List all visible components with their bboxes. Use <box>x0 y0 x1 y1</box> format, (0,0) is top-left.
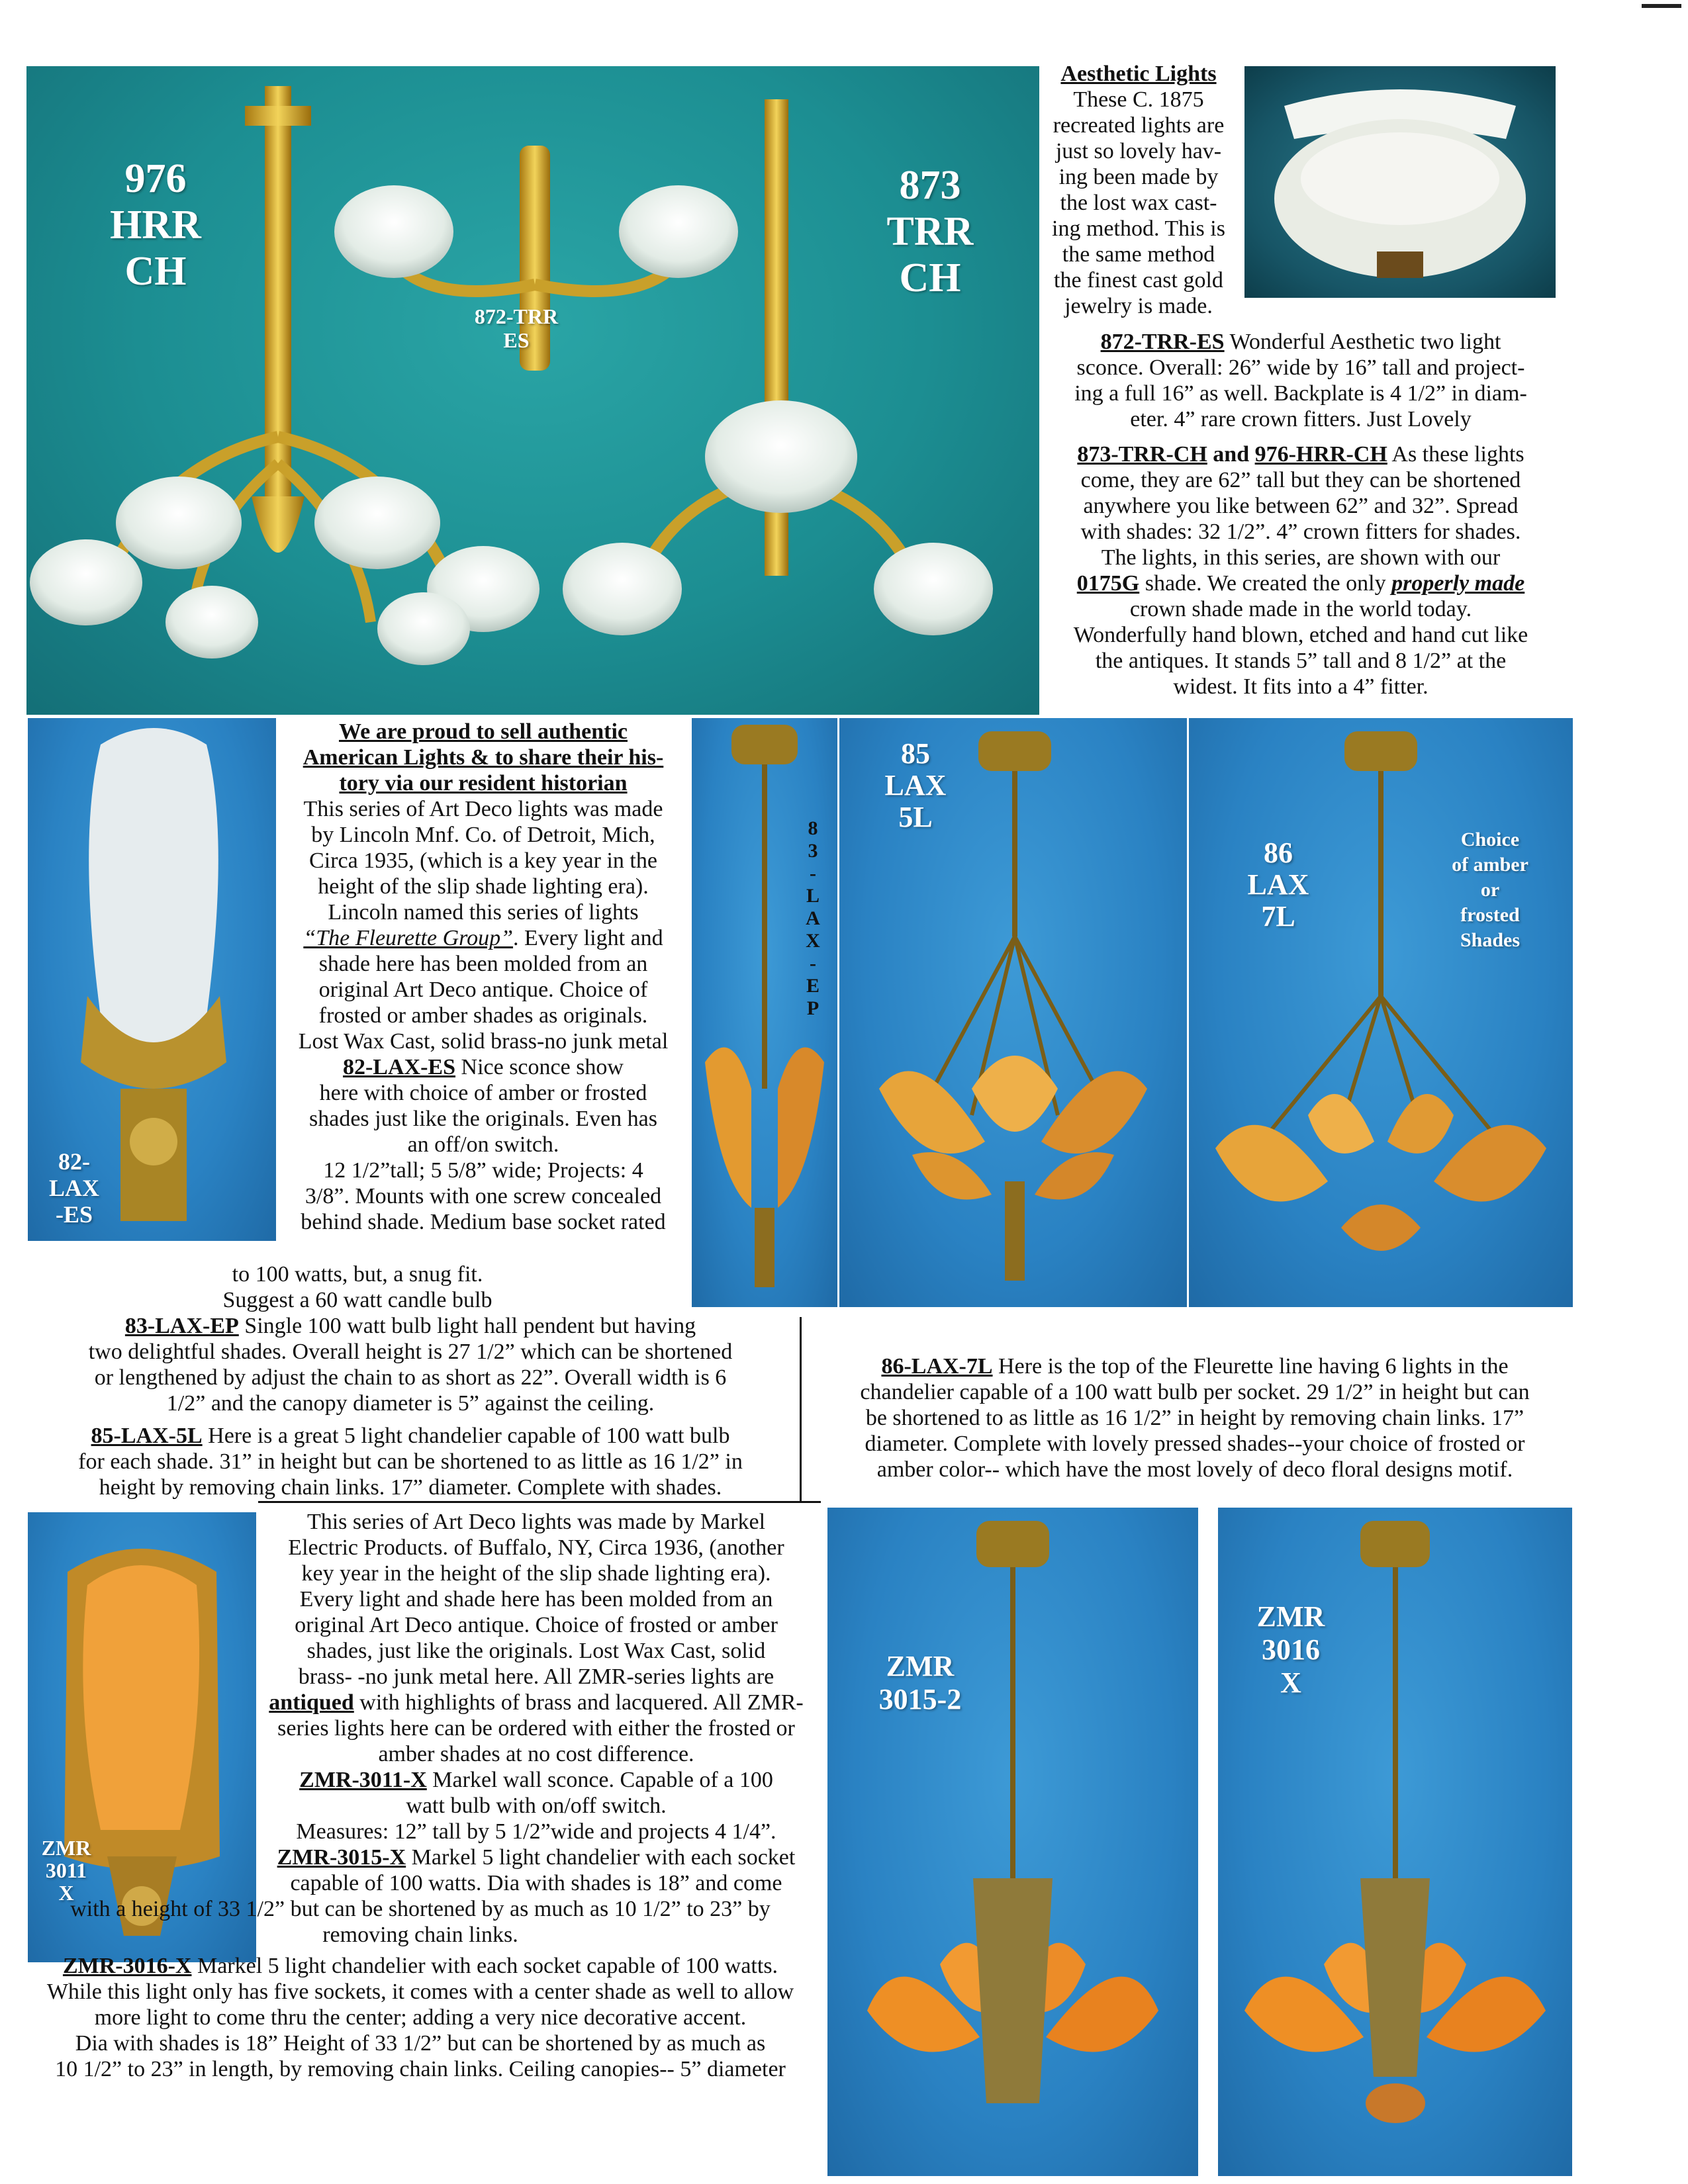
code-83-lax-ep: 83-LAX-EP <box>124 1314 239 1338</box>
corner-mark <box>1642 4 1681 8</box>
photo-label-872-trr-es: 872-TRR ES <box>474 304 559 352</box>
photo-label-873-trr-ch: 873 TRR CH <box>886 163 974 300</box>
section-rule <box>258 1501 821 1503</box>
code-zmr-3016-x: ZMR-3016-X <box>62 1954 192 1978</box>
photo-label-zmr-3011-x: ZMR 3011 X <box>41 1836 91 1905</box>
pendent-83-lax-ep-photo <box>692 718 837 1307</box>
photo-label-83-lax-ep: 8 3 - L A X - E P <box>806 817 820 1019</box>
fleurette-group-name: “The Fleurette Group” <box>303 926 514 950</box>
crown-shade-photo <box>1244 66 1556 298</box>
code-86-lax-7l: 86-LAX-7L <box>881 1354 993 1379</box>
aesthetic-details: 872-TRR-ES Wonderful Aesthetic two light sconce. Overall: 26” wide by 16” tall and project- ing a full 16” as well. Backplate is 4 1/2” in diam- eter. 4” rare crown fitters. Just Lovely 873-TRR-CH and 976-HRR-CH As these lights come, they are 62” tall but they can be shortened anywhere you like between 62” and 32”. Spread with shades: 32 1/2”. 4” crown fitters for shades. The lights, in this series, are shown with our 0175G shade. We created the only properly made crown shade made in the world today. Wonderfully hand blown, etched and hand cut like the antiques. It stands 5” tall and 8 1/2” at the widest. It fits into a 4” fitter. <box>1073 330 1528 699</box>
column-divider <box>800 1317 802 1502</box>
aesthetic-chandeliers-photo <box>26 66 1039 715</box>
code-zmr-3011-x: ZMR-3011-X <box>299 1768 427 1792</box>
chandelier-86-lax-7l-photo <box>1189 718 1573 1307</box>
code-0175g: 0175G <box>1076 571 1140 596</box>
aesthetic-intro: Aesthetic Lights These C. 1875 recreated lights are just so lovely hav- ing been made by the lost wax cast- ing method. This is the same method the finest cast gold jewelry is made. <box>1039 61 1238 319</box>
sconce-zmr-3011-x-photo <box>28 1512 256 1962</box>
chandelier-zmr-3016-x-photo <box>1218 1508 1572 2176</box>
code-82-lax-es: 82-LAX-ES <box>342 1055 456 1079</box>
lincoln-7l-text: 86-LAX-7L Here is the top of the Fleurette line having 6 lights in the chandelier capable of a 100 watt bulb per socket. 29 1/2” in height but can be shortened to as little as 16 1/2” in height by removing chain links. 17” diameter. Complete with lovely pressed shades--your choice of frosted or amber color-- which have the most lovely of deco floral designs motif. <box>860 1354 1530 1482</box>
photo-label-zmr-3016-x: ZMR 3016 X <box>1256 1600 1325 1699</box>
photo-label-zmr-3015-2: ZMR 3015-2 <box>878 1650 962 1715</box>
crown-shade-illustration <box>1244 66 1556 298</box>
lincoln-sconce-tail: to 100 watts, but, a snug fit. Suggest a 60 watt candle bulb <box>222 1262 492 1312</box>
lincoln-pendent-and-5l-text: 83-LAX-EP Single 100 watt bulb light hall pendent but having two delightful shades. Overall height is 27 1/2” which can be shortened or lengthened by adjust the chain to as short as 22”. Overall width is 6 1/2” and the canopy diameter is 5” against the ceiling. 85-LAX-5L Here is a great 5 light chandelier capable of 100 watt bulb for each shade. 31” in height but can be shortened to as little as 16 1/2” in height by removing chain links. 17” diameter. Complete with shades. <box>78 1314 743 1500</box>
aesthetic-heading: Aesthetic Lights <box>1060 62 1217 86</box>
markel-intro: This series of Art Deco lights was made by Markel Electric Products. of Buffalo, NY, Circa 1936, (another key year in the height of the slip shade lighting era). Every light and shade here has been molded from an original Art Deco antique. Choice of frosted or amber shades, just like the originals. Lost Wax Cast, solid brass- -no junk metal here. All ZMR-series lights are antiqued with highlights of brass and lacquered. All ZMR- series lights here can be ordered with either the frosted or amber shades at no cost difference. ZMR-3011-X Markel wall sconce. Capable of a 100 watt bulb with on/off switch. Measures: 12” tall by 5 1/2”wide and projects 4 1/4”. ZMR-3015-X Markel 5 light chandelier with each socket capable of 100 watts. Dia with shades is 18” and come <box>269 1510 804 1895</box>
photo-label-976-hrr-ch: 976 HRR CH <box>110 156 201 294</box>
photo-label-85-lax-5l: 85 LAX 5L <box>884 737 947 833</box>
sconce-82-lax-es-photo <box>28 718 276 1241</box>
chandelier-7l-illustration <box>1189 718 1573 1307</box>
lincoln-intro: We are proud to sell authentic American Lights & to share their his- tory via our resident historian This series of Art Deco lights was made by Lincoln Mnf. Co. of Detroit, Mich, Circa 1935, (which is a key year in the height of the slip shade lighting era). Lincoln named this series of lights “The Fleurette Group”. Every light and shade here has been molded from an original Art Deco antique. Choice of frosted or amber shades as originals. Lost Wax Cast, solid brass-no junk metal 82-LAX-ES Nice sconce show here with choice of amber or frosted shades just like the originals. Even has an off/on switch. 12 1/2”tall; 5 5/8” wide; Projects: 4 3/8”. Mounts with one screw concealed behind shade. Medium base socket rated <box>298 719 669 1234</box>
antiqued-emphasis: antiqued <box>269 1690 354 1715</box>
markel-chandelier-text: with a height of 33 1/2” but can be shortened by as much as 10 1/2” to 23” by removing chain links. ZMR-3016-X Markel 5 light chandelier with each socket capable of 100 watts. While this light only has five sockets, it comes with a center shade as well to allow more light to come thru the center; adding a very nice decorative accent. Dia with shades is 18” Height of 33 1/2” but can be shortened by as much as 10 1/2” to 23” in length, by removing chain links. Ceiling canopies-- 5” diameter <box>46 1897 794 2081</box>
chandelier-zmr-3015-2-photo <box>827 1508 1198 2176</box>
code-85-lax-5l: 85-LAX-5L <box>91 1424 203 1448</box>
photo-label-86-lax-7l: 86 LAX 7L <box>1247 837 1309 933</box>
code-873-trr-ch: 873-TRR-CH <box>1077 442 1207 467</box>
chandelier-85-lax-5l-photo <box>839 718 1187 1307</box>
code-872-trr-es: 872-TRR-ES <box>1100 330 1225 354</box>
photo-label-choice-shades: Choice of amber or frosted Shades <box>1452 829 1528 951</box>
photo-label-82-lax-es: 82- LAX -ES <box>48 1148 99 1228</box>
code-976-hrr-ch: 976-HRR-CH <box>1254 442 1387 467</box>
code-zmr-3015-x: ZMR-3015-X <box>277 1845 406 1870</box>
zmr-3015-illustration <box>827 1508 1198 2176</box>
